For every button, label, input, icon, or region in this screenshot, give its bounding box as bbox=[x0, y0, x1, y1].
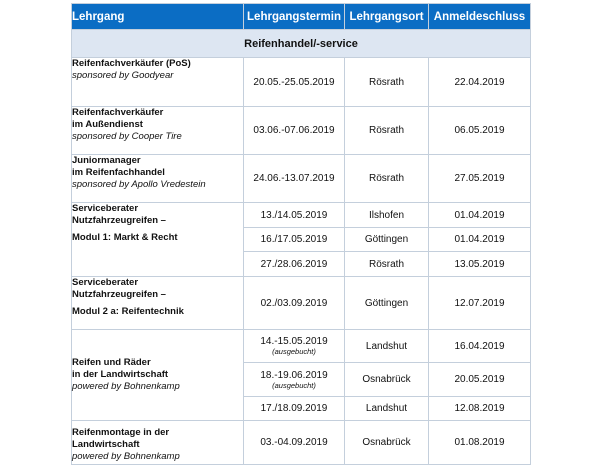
place-cell: Ilshofen bbox=[345, 203, 429, 228]
place-cell: Osnabrück bbox=[345, 363, 429, 397]
course-title-line2: in der Landwirtschaft bbox=[72, 369, 169, 380]
deadline-cell: 22.04.2019 bbox=[429, 58, 531, 107]
deadline-cell: 01.08.2019 bbox=[429, 421, 531, 465]
deadline-cell: 16.04.2019 bbox=[429, 330, 531, 363]
section-title: Reifenhandel/-service bbox=[72, 30, 531, 58]
table-row bbox=[72, 58, 531, 107]
deadline-cell: 01.04.2019 bbox=[429, 203, 531, 228]
date-cell bbox=[244, 330, 345, 363]
date-cell: 20.05.-25.05.2019 bbox=[244, 58, 345, 107]
course-title-line2: im Außendienst bbox=[72, 119, 143, 130]
date-cell: 27./28.06.2019 bbox=[244, 252, 345, 277]
booked-out-note: (ausgebucht) bbox=[272, 380, 316, 390]
table-row bbox=[72, 421, 531, 465]
place-cell: Rösrath bbox=[345, 155, 429, 203]
table-row bbox=[72, 107, 531, 155]
course-module: Modul 2 a: Reifentechnik bbox=[72, 306, 184, 317]
course-cell bbox=[72, 155, 244, 203]
course-sponsor: sponsored by Goodyear bbox=[72, 70, 174, 81]
session-date: 18.-19.06.2019 bbox=[260, 369, 328, 381]
course-title-line2: Landwirtschaft bbox=[72, 439, 140, 450]
course-cell bbox=[72, 277, 244, 330]
table-row bbox=[72, 203, 531, 228]
deadline-cell: 27.05.2019 bbox=[429, 155, 531, 203]
course-cell bbox=[72, 330, 244, 421]
section-row bbox=[72, 30, 531, 58]
deadline-cell: 06.05.2019 bbox=[429, 107, 531, 155]
deadline-cell: 12.08.2019 bbox=[429, 397, 531, 421]
header-course: Lehrgang bbox=[72, 4, 244, 30]
session-date: 14.-15.05.2019 bbox=[260, 336, 328, 347]
header-date: Lehrgangstermin bbox=[244, 4, 345, 30]
course-title: Serviceberater bbox=[72, 277, 139, 288]
course-title: Juniormanager bbox=[72, 155, 141, 166]
place-cell: Landshut bbox=[345, 330, 429, 363]
deadline-cell: 12.07.2019 bbox=[429, 277, 531, 330]
place-cell: Rösrath bbox=[345, 58, 429, 107]
course-cell bbox=[72, 107, 244, 155]
place-cell: Göttingen bbox=[345, 228, 429, 252]
course-sponsor: sponsored by Cooper Tire bbox=[72, 131, 182, 142]
place-cell: Osnabrück bbox=[345, 421, 429, 465]
course-title-line2: Nutzfahrzeugreifen – bbox=[72, 215, 166, 226]
course-schedule-table bbox=[71, 3, 531, 465]
course-sponsor: sponsored by Apollo Vredestein bbox=[72, 179, 206, 190]
place-cell: Rösrath bbox=[345, 252, 429, 277]
deadline-cell: 20.05.2019 bbox=[429, 363, 531, 397]
course-cell bbox=[72, 203, 244, 277]
header-row bbox=[72, 4, 531, 30]
course-title: Reifenmontage in der bbox=[72, 427, 170, 438]
place-cell: Göttingen bbox=[345, 277, 429, 330]
course-cell bbox=[72, 421, 244, 465]
course-title-line2: im Reifenfachhandel bbox=[72, 167, 165, 178]
course-sponsor: powered by Bohnenkamp bbox=[72, 451, 180, 462]
course-title: Serviceberater bbox=[72, 203, 139, 214]
place-cell: Landshut bbox=[345, 397, 429, 421]
course-title: Reifen und Räder bbox=[72, 357, 151, 368]
date-cell bbox=[244, 363, 345, 397]
deadline-cell: 01.04.2019 bbox=[429, 228, 531, 252]
course-title: Reifenfachverkäufer (PoS) bbox=[72, 58, 191, 69]
deadline-cell: 13.05.2019 bbox=[429, 252, 531, 277]
date-cell: 17./18.09.2019 bbox=[244, 397, 345, 421]
table-row bbox=[72, 155, 531, 203]
date-cell: 16./17.05.2019 bbox=[244, 228, 345, 252]
course-title: Reifenfachverkäufer bbox=[72, 107, 164, 118]
place-cell: Rösrath bbox=[345, 107, 429, 155]
header-deadline: Anmeldeschluss bbox=[429, 4, 531, 30]
date-cell: 24.06.-13.07.2019 bbox=[244, 155, 345, 203]
course-sponsor: powered by Bohnenkamp bbox=[72, 381, 180, 392]
date-cell: 03.06.-07.06.2019 bbox=[244, 107, 345, 155]
table-row bbox=[72, 277, 531, 330]
date-cell: 02./03.09.2019 bbox=[244, 277, 345, 330]
booked-out-note: (ausgebucht) bbox=[272, 347, 316, 356]
course-title-line2: Nutzfahrzeugreifen – bbox=[72, 289, 166, 300]
course-module: Modul 1: Markt & Recht bbox=[72, 232, 178, 243]
table-row bbox=[72, 330, 531, 363]
course-cell bbox=[72, 58, 244, 107]
date-cell: 03.-04.09.2019 bbox=[244, 421, 345, 465]
header-place: Lehrgangsort bbox=[345, 4, 429, 30]
date-cell: 13./14.05.2019 bbox=[244, 203, 345, 228]
